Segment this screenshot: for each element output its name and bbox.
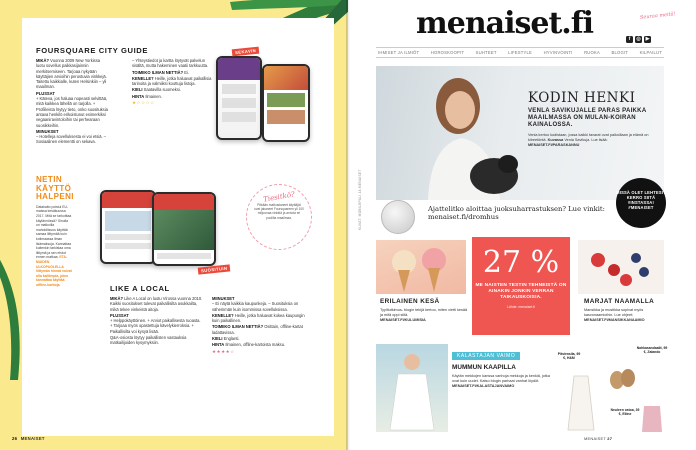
left-footer xyxy=(12,436,45,441)
foursquare-sticker: SEKAVIN xyxy=(232,47,260,57)
likealocal-column-2 xyxy=(212,296,306,355)
dress-image xyxy=(564,372,598,432)
stat-value: 27 % xyxy=(482,245,560,280)
blog-title: MUMMUN KAAPILLA xyxy=(452,364,516,371)
blog-body xyxy=(452,374,556,388)
sandals-image xyxy=(608,366,636,390)
nav-item-relationships[interactable]: SUHTEET xyxy=(475,50,497,55)
fq-col2-label-4: KIELI xyxy=(132,87,143,93)
hero-title: KODIN HENKI xyxy=(528,90,636,106)
left-footer-brand: MENAISET xyxy=(20,436,45,441)
nav-item-lifestyle[interactable]: LIFESTYLE xyxy=(508,50,533,55)
nav-item-horoscopes[interactable]: HOROSKOOPIT xyxy=(430,50,465,55)
stat-tile xyxy=(472,237,570,335)
lal-col2-label-2: KENELLE? xyxy=(212,312,234,318)
price-tag-knit: Neuleen ostoa, 39 €, Eliine xyxy=(610,408,640,416)
side-body: Datakatto poistui EU-maissa kesäkuussa 2017. Mitä se tarkoittaa käytännössä? Sinulla on matkoilla mahdollisuus käyttää samaa liittymää kuin kotimaassa ilman lisämaksuja. Kannattaa kuitenkin tarkistaa oma liittymä ja sen ehdot ennen matkaa. xyxy=(36,204,72,260)
side-text xyxy=(36,205,72,288)
nav-item-food[interactable]: RUOKA xyxy=(584,50,600,55)
tile-left-title: ERILAINEN KESÄ xyxy=(380,298,440,305)
masthead-tagline: Seuraa meitä! xyxy=(639,11,676,21)
foursquare-title: FOURSQUARE CITY GUIDE xyxy=(36,46,149,55)
tile-right-text: Mansikka ja mustikka sopivat myös kasvonaamioihin. Lue ohjeet: xyxy=(584,308,644,317)
stat-source: Lähde: menaiset.fi xyxy=(507,305,535,309)
nav-item-people[interactable]: IHMISET JA ILMIÖT xyxy=(378,50,420,55)
masthead-title: menaiset.fi xyxy=(416,6,594,41)
foursquare-rating-stars: ★☆☆☆☆ xyxy=(132,100,155,106)
foursquare-column-2 xyxy=(132,58,212,106)
blog-text: Käytän mekkojen kanssa vanhoja mekkoja ja kenkiä, jotka ovat kuin uudet. Katso blogin parhaat vanhat löydöt. xyxy=(452,374,550,383)
fq-col1-text-1: Vuonna 2009 New Yorkissa luotu sovellus paikkasijainnin merkitsemiseen. Tarjoaa nykyään käyttäjien arvioihin perustuvia vinkkejä. Taitettu kaikkialle, kuten Helsinkiin – yli maailman. xyxy=(36,58,107,90)
nav-item-blogs[interactable]: BLOGIT xyxy=(611,50,629,55)
lal-col2-label-1: MIINUKSET xyxy=(212,296,235,301)
lal-col2-label-5: HINTA xyxy=(212,342,225,348)
stamp-title: Tiesitkö? xyxy=(262,190,296,204)
did-you-know-stamp xyxy=(246,184,312,250)
fq-col1-label-1: MIKÄ? xyxy=(36,58,49,63)
site-nav xyxy=(376,47,664,58)
fq-col1-text-3: – Hotelleja sovelluksesta ei voi etsiä. – Sosiaalinen elementti on sekava. xyxy=(36,134,107,145)
lal-col1-text-3: Q&A-osiosta löytyy paikallisten vastauksia matkailijoiden kysymyksiin. xyxy=(110,335,187,346)
fq-col1-label-3: MIINUKSET xyxy=(36,128,59,134)
tile-right-link[interactable]: MENAISET.FI/MANSIKKANAAMIO xyxy=(584,317,645,322)
fq-col1-label-2: PLUSSAT xyxy=(36,90,55,96)
fq-col2-label-2: TOIMIIKO ILMAN NETTIÄ? xyxy=(132,69,184,75)
instagram-badge: MISSÄ OLET LEHTESI? KERRO SIITÄ #INSTASSA! #MENAISET xyxy=(616,178,666,228)
hero-link[interactable]: MENAISET.FI/PARASKANNU xyxy=(528,143,580,147)
stat-text: ME NAISTEN TESTIN TEHNEISTÄ ON AINAKIN JONKIN VERRAN TAIKAUSKOISIA. xyxy=(475,283,567,300)
fq-col2-text-2: Ei. xyxy=(184,69,190,75)
foursquare-phone-screenshot-2 xyxy=(262,64,310,142)
side-column xyxy=(36,176,72,287)
lal-col2-text-4: Englanti. xyxy=(223,336,240,342)
fq-col2-label-3: KENELLE? xyxy=(132,75,154,81)
right-footer xyxy=(584,436,612,441)
social-icons xyxy=(626,36,651,43)
hero-caption-label: Kuvassa xyxy=(547,138,564,142)
likealocal-rating-stars: ★★★★☆ xyxy=(212,348,235,354)
tile-left-text: Tyylitutkimus- blogin tekijä kertoo, miten vietti kesää ja mitä oppi siitä. xyxy=(380,308,468,317)
blog-link[interactable]: MENAISET.FI/KALASTAJANVAIMO xyxy=(452,383,515,388)
lal-col1-text-1: Like A Local on luotu Virossa vuonna 2010. Kaikki suositukset tulevat paikallisilta asukkailta, mikä tekee vinkeistä aitoja. xyxy=(110,296,203,312)
tile-right-title: MARJAT NAAMALLA xyxy=(584,298,655,305)
lal-col2-text-1: – Ei näytä kaikkia kaupunkeja. – Suosituksia on vähemmän kuin isommissa sovelluksissa. xyxy=(212,301,299,312)
tile-left-link[interactable]: MENAISET.FI/KULUMISIA xyxy=(380,317,426,322)
price-tag-sandals: Nahkasandaalit, 99 €, Zalando xyxy=(636,346,668,354)
fq-col2-label-5: HINTA xyxy=(132,93,145,99)
blog-tag: KALASTAJAN VAIMO xyxy=(452,352,520,360)
likealocal-phone-screenshot-2 xyxy=(152,192,216,266)
likealocal-sticker: SUOSITUIN xyxy=(198,264,231,274)
instagram-icon[interactable]: ◎ xyxy=(636,37,641,42)
youtube-icon[interactable]: ▶ xyxy=(645,37,650,42)
fq-col2-text-3: Heille, jotka haluavat paikallisia tarinoita ja valmiiksi koottuja listoja. xyxy=(132,75,212,87)
fq-col2-text-1: – Yhteystiedot ja kartta löytyvät palvelun sisältä, mutta hakeminen vaatii tarkkuutta. xyxy=(132,58,209,69)
knit-image xyxy=(640,404,664,434)
likealocal-column-1 xyxy=(110,296,204,347)
foursquare-column-1 xyxy=(36,58,110,146)
fq-col2-text-5: Ilmainen. xyxy=(145,93,162,99)
hero-body xyxy=(528,133,662,148)
left-page-number: 26 xyxy=(12,436,18,441)
nav-item-wellbeing[interactable]: HYVINVOINTI xyxy=(543,50,573,55)
side-highlight: ETA-MAIDEN ULKOPUOLELLA liittymän hinnat voivat olla kalliimpia, joten kannattaa käyttää offline-karttoja. xyxy=(36,255,72,287)
page-spine xyxy=(346,0,350,450)
lal-col2-text-3: Osittain, offline-kartat ladattavissa. xyxy=(212,324,303,335)
photo-credit: KUVAT: MOBILEPALI JA MENAISET xyxy=(358,169,362,230)
facebook-icon[interactable]: f xyxy=(626,36,633,43)
side-title: NETIN KÄYTTÖ HALPENI xyxy=(36,175,74,202)
lal-col1-label-1: MIKÄ? xyxy=(110,296,123,301)
fq-col2-text-4: Saatavilla suomeksi. xyxy=(143,87,181,93)
hero-caption: Venla Savikuja. Lue lisää: xyxy=(564,138,608,142)
lal-col1-label-2: PLUSSAT xyxy=(110,312,129,318)
stamp-text: Pitkään matkustaneet käyttäjät ovat jakaneet Foursquareen yli 100 miljoonaa vinkkiä ja arviota eri puolilta maailmaa. xyxy=(254,203,304,220)
lal-col2-text-2: Heille, jotka haluavat kokea kaupungin kuin paikallinen. xyxy=(212,312,305,324)
hero-body-text: Venla kertoo kodistaan, jossa kaikki tavarat ovat paikoillaan ja elämä on kiireetöntä. xyxy=(528,133,649,142)
hero-subtitle: VENLA SAVIKUJALLE PARAS PAIKKA MAAILMASSA ON MULAN-KOIRAN KAINALOSSA. xyxy=(528,108,647,128)
lal-col2-text-5: Ilmainen, offline-kartoista maksu. xyxy=(225,342,286,348)
likealocal-phone-screenshot xyxy=(100,190,156,264)
likealocal-title: LIKE A LOCAL xyxy=(110,284,170,293)
tile-left-body xyxy=(380,308,468,322)
lal-col2-label-4: KIELI xyxy=(212,336,223,342)
lal-col1-text-2: + Helppokäyttöinen. + Arviot paikallisesta ruoasta. + Tarjoaa myös opastettuja kävelykierroksia. + Paikallisilta voi kysyä lisää. xyxy=(110,318,201,334)
right-footer-brand: MENAISET xyxy=(584,436,606,441)
promo-image xyxy=(381,200,415,234)
berries-image xyxy=(578,240,664,294)
tile-right-body xyxy=(584,308,666,322)
nav-item-contests[interactable]: KILPAILUT xyxy=(639,50,662,55)
lal-col2-label-3: TOIMIIKO ILMAN NETTIÄ? xyxy=(212,324,264,330)
foursquare-phone-screenshot xyxy=(216,56,262,140)
price-tag-dress: Pitsiensila, 69 €, H&M xyxy=(557,352,581,360)
ice-cream-image xyxy=(376,240,466,294)
fashion-photo xyxy=(376,344,448,432)
running-promo[interactable]: Ajattelitko aloittaa juoksuharrastuksen? Lue vinkit: menaiset.fi/dromhus xyxy=(428,205,605,222)
right-page-number: 27 xyxy=(607,436,613,441)
fq-col1-text-2: + Käteva, jos haluaa nopeasti selvittää, mitä kaikkea lähellä on tarjolla. + Profiileista löytyy tieto, onko suosituksia antava henkilö erikoistunut esimerkiksi vegaaniravintoloihin tai perhearaan suosikkeihin. xyxy=(36,96,108,128)
